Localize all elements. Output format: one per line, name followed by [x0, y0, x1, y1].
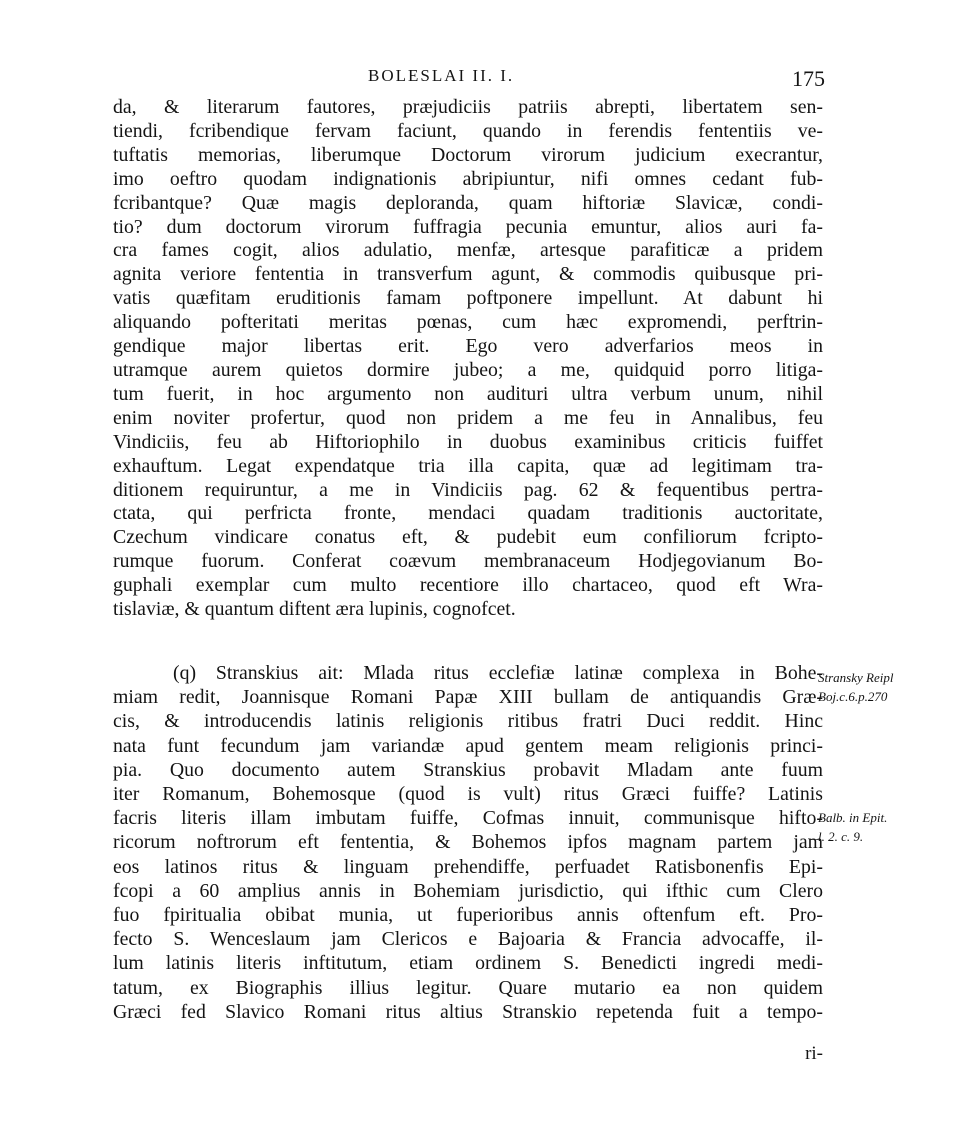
text-line: rumque fuorum. Conferat coævum membranaceum Hodjegovianum Bo- — [113, 550, 823, 573]
catchword: ri- — [805, 1043, 823, 1064]
page-header — [110, 66, 825, 96]
note-line: fuo fpiritualia obibat munia, ut fuperioribus annis oftenfum eft. Pro- — [113, 904, 823, 927]
note-line: lum latinis literis inftitutum, etiam ordinem S. Benedicti ingredi medi- — [113, 952, 823, 975]
margin-reference-stransky — [818, 668, 958, 706]
note-line: cis, & introducendis latinis religionis ritibus fratri Duci reddit. Hinc — [113, 710, 823, 733]
text-line: gendique major libertas erit. Ego vero adverfarios meos in — [113, 335, 823, 358]
note-line: facris literis illam imbutam fuiffe, Cofmas innuit, communisque hifto- — [113, 807, 823, 830]
text-line: imo oeftro quodam indignationis abripiuntur, nifi omnes cedant fub- — [113, 167, 823, 190]
margin-reference-balbinus — [818, 808, 958, 846]
note-line: tatum, ex Biographis illius legitur. Quare mutario ea non quidem — [113, 976, 823, 999]
note-line: iter Romanum, Bohemosque (quod is vult) ritus Græci fuiffe? Latinis — [113, 783, 823, 806]
note-line: fecto S. Wenceslaum jam Clericos e Bajoaria & Francia advocaffe, il- — [113, 928, 823, 951]
note-line: pia. Quo documento autem Stranskius probavit Mladam ante fuum — [113, 758, 823, 781]
note-line: fcopi a 60 amplius annis in Bohemiam jurisdictio, qui ifthic cum Clero — [113, 879, 823, 902]
note-line: (q) Stranskius ait: Mlada ritus ecclefiæ latinæ complexa in Bohe- — [173, 662, 823, 684]
note-line: Græci fed Slavico Romani ritus altius Stranskio repetenda fuit a tempo- — [113, 1000, 823, 1023]
page-number: 175 — [792, 66, 825, 91]
text-line: cra fames cogit, alios adulatio, menfæ, artesque parafiticæ a pridem — [113, 239, 823, 262]
note-line: miam redit, Joannisque Romani Papæ XIII bullam de antiquandis Græ- — [113, 686, 823, 709]
margin-ref-line: Boj.c.6.p.270 — [818, 689, 888, 704]
text-line: aliquando pofteritati meritas pœnas, cum hæc expromendi, perftrin- — [113, 311, 823, 334]
text-line: tuftatis memorias, liberumque Doctorum virorum judicium execrantur, — [113, 143, 823, 166]
margin-ref-line: Balb. in Epit. — [818, 810, 888, 825]
main-text-block — [113, 96, 823, 622]
text-line: da, & literarum fautores, præjudiciis patriis abrepti, libertatem sen- — [113, 96, 823, 118]
running-head: BOLESLAI II. I. — [368, 66, 515, 85]
note-line: ricorum noftrorum eft fententia, & Bohemos ipfos magnam partem jam — [113, 831, 823, 854]
margin-ref-line: Stransky Reipl — [818, 670, 894, 685]
text-line: Vindiciis, feu ab Hiftoriophilo in duobus examinibus criticis fuiffet — [113, 430, 823, 453]
text-line: exhauftum. Legat expendatque tria illa capita, quæ ad legitimam tra- — [113, 454, 823, 477]
text-line: ctata, qui perfricta fronte, mendaci quadam traditionis auctoritate, — [113, 502, 823, 525]
text-line: tiendi, fcribendique fervam faciunt, quando in ferendis fententiis ve- — [113, 119, 823, 142]
note-line: eos latinos ritus & linguam prehendiffe, perfuadet Ratisbonenfis Epi- — [113, 855, 823, 878]
text-line: Czechum vindicare conatus eft, & pudebit eum confiliorum fcripto- — [113, 526, 823, 549]
text-line: tio? dum doctorum virorum fuffragia pecunia emuntur, alios auri fa- — [113, 215, 823, 238]
text-line: ditionem requiruntur, a me in Vindiciis pag. 62 & fequentibus pertra- — [113, 478, 823, 501]
text-line: utramque aurem quietos dormire jubeo; a me, quidquid porro litiga- — [113, 358, 823, 381]
text-line: vatis quæfitam eruditionis famam poftponere impellunt. At dabunt hi — [113, 287, 823, 310]
note-q-block — [113, 661, 823, 1024]
text-line: guphali exemplar cum multo recentiore illo chartaceo, quod eft Wra- — [113, 574, 823, 597]
margin-ref-line: l. 2. c. 9. — [818, 829, 864, 844]
text-line: agnita veriore fententia in transverfum agunt, & commodis quibusque pri- — [113, 263, 823, 286]
text-line: tum fuerit, in hoc argumento non audituri ultra verbum unum, nihil — [113, 382, 823, 405]
text-line: fcribantque? Quæ magis deploranda, quam hiftoriæ Slavicæ, condi- — [113, 191, 823, 214]
text-line: tislaviæ, & quantum diftent æra lupinis, cognofcet. — [113, 598, 516, 621]
note-line: nata funt fecundum jam variandæ apud gentem meam religionis princi- — [113, 734, 823, 757]
text-line: enim noviter profertur, quod non pridem a me feu in Annalibus, feu — [113, 406, 823, 429]
